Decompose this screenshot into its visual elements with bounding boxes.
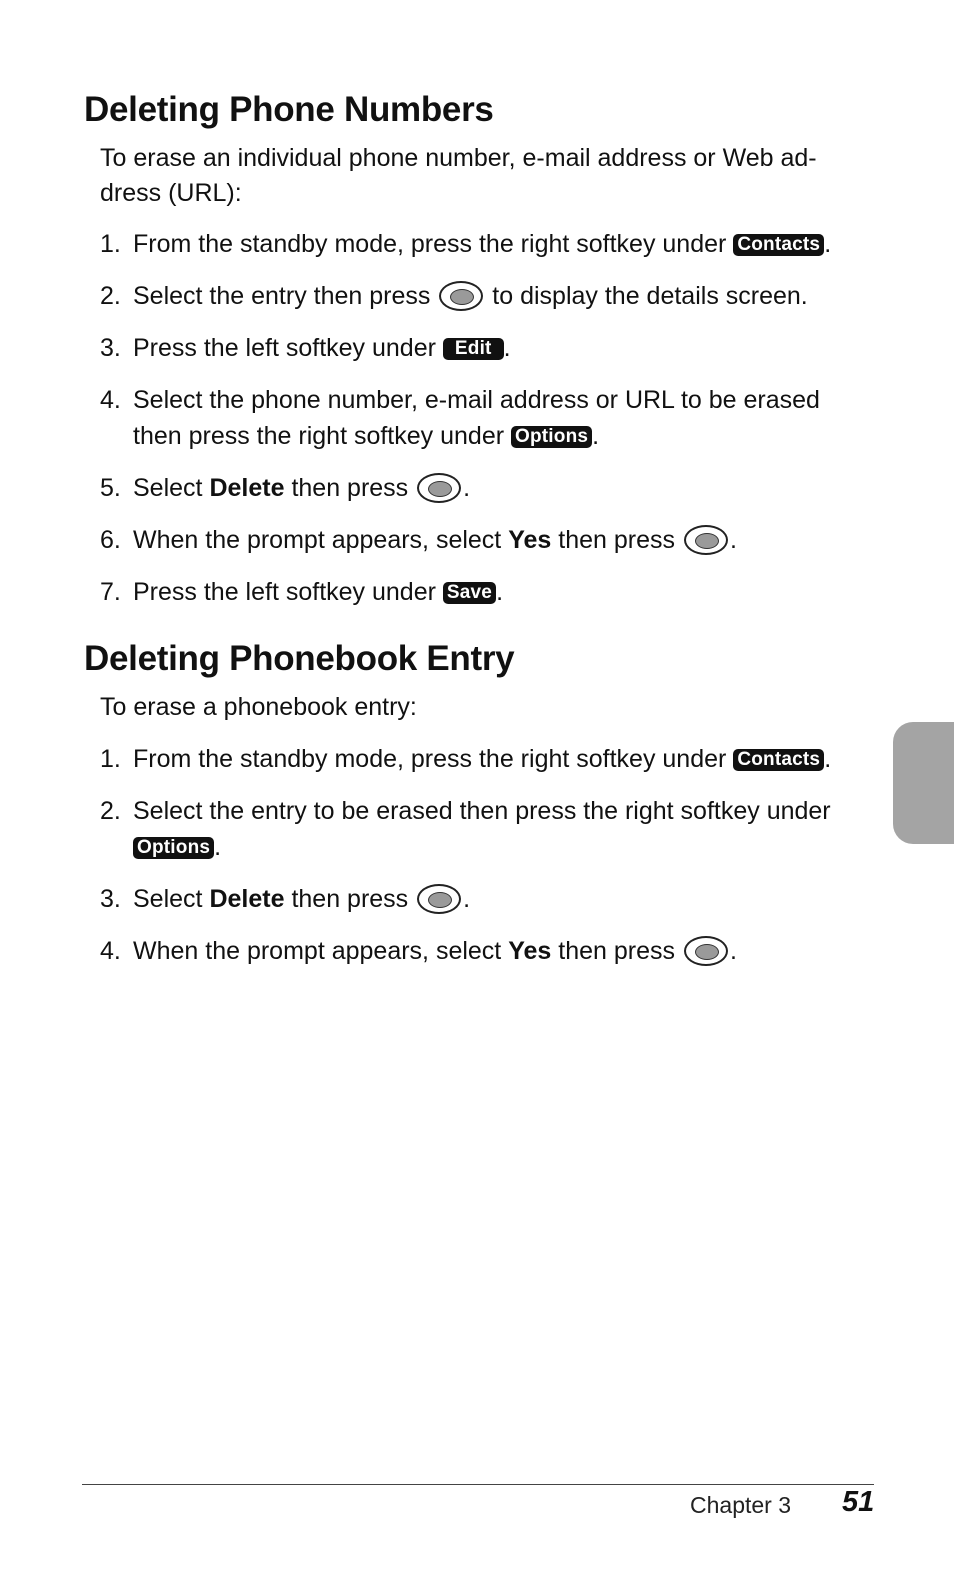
step-text: Select bbox=[133, 474, 203, 502]
step-number: 3. bbox=[100, 334, 121, 362]
footer-rule bbox=[82, 1484, 874, 1485]
section-title-deleting-phonebook-entry: Deleting Phonebook Entry bbox=[84, 639, 515, 678]
softkey-label-edit: Edit bbox=[443, 338, 504, 360]
step-text: then press bbox=[291, 885, 409, 913]
softkey-label-save: Save bbox=[443, 582, 496, 604]
bold-term-yes: Yes bbox=[508, 526, 552, 554]
list-item bbox=[100, 470, 870, 506]
step-number: 5. bbox=[100, 474, 121, 502]
step-number: 7. bbox=[100, 578, 121, 606]
select-button-icon bbox=[417, 884, 461, 914]
step-text: then press bbox=[291, 474, 409, 502]
step-text: From the standby mode, press the right softkey under bbox=[133, 745, 727, 773]
section-title-deleting-phone-numbers: Deleting Phone Numbers bbox=[84, 90, 494, 129]
step-number: 1. bbox=[100, 230, 121, 258]
section-intro: To erase an individual phone number, e-mail address or Web ad- dress (URL): bbox=[100, 144, 817, 207]
step-text: Press the left softkey under bbox=[133, 334, 436, 362]
step-text: Select the entry then press bbox=[133, 282, 431, 310]
step-text: From the standby mode, press the right softkey under bbox=[133, 230, 727, 258]
list-item bbox=[100, 522, 870, 558]
step-text: Press the left softkey under bbox=[133, 578, 436, 606]
step-number: 6. bbox=[100, 526, 121, 554]
section-intro: To erase a phonebook entry: bbox=[100, 693, 417, 721]
bold-term-delete: Delete bbox=[209, 474, 285, 502]
step-text: then press bbox=[558, 526, 676, 554]
step-text-end: . bbox=[214, 833, 222, 861]
step-text: Select bbox=[133, 885, 203, 913]
step-text: then press bbox=[558, 937, 676, 965]
step-text-end: . bbox=[496, 578, 504, 606]
list-item bbox=[100, 278, 870, 314]
list-item bbox=[100, 382, 870, 454]
step-text: Select the entry to be erased then press the right softkey under bbox=[133, 797, 831, 825]
step-number: 1. bbox=[100, 745, 121, 773]
list-item bbox=[100, 881, 870, 917]
list-item bbox=[100, 330, 870, 366]
step-text-end: . bbox=[463, 474, 471, 502]
step-text-end: . bbox=[503, 334, 511, 362]
footer-chapter-label: Chapter 3 bbox=[690, 1492, 792, 1518]
step-text-end: . bbox=[592, 422, 600, 450]
step-text-end: . bbox=[729, 526, 737, 554]
step-number: 2. bbox=[100, 797, 121, 825]
step-text-end: . bbox=[824, 230, 832, 258]
step-number: 3. bbox=[100, 885, 121, 913]
step-text-end: . bbox=[729, 937, 737, 965]
step-number: 4. bbox=[100, 386, 121, 414]
step-text-end: to display the details screen. bbox=[492, 282, 808, 310]
page-number: 51 bbox=[842, 1486, 875, 1518]
step-text-end: . bbox=[463, 885, 471, 913]
list-item bbox=[100, 933, 870, 969]
select-button-icon bbox=[684, 936, 728, 966]
list-item bbox=[100, 793, 870, 865]
softkey-label-contacts: Contacts bbox=[733, 749, 824, 771]
softkey-label-options: Options bbox=[133, 837, 214, 859]
step-number: 2. bbox=[100, 282, 121, 310]
list-item bbox=[100, 741, 870, 777]
step-number: 4. bbox=[100, 937, 121, 965]
step-text: Select the phone number, e-mail address or URL to be erased then press the right softkey under bbox=[133, 386, 820, 450]
bold-term-yes: Yes bbox=[508, 937, 552, 965]
softkey-label-contacts: Contacts bbox=[733, 234, 824, 256]
chapter-thumb-tab bbox=[893, 722, 954, 844]
steps-list-phonebook-entry bbox=[100, 741, 870, 985]
select-button-icon bbox=[684, 525, 728, 555]
list-item bbox=[100, 226, 870, 262]
bold-term-delete: Delete bbox=[209, 885, 285, 913]
softkey-label-options: Options bbox=[511, 426, 592, 448]
steps-list-phone-numbers bbox=[100, 226, 870, 626]
step-text: When the prompt appears, select bbox=[133, 937, 502, 965]
step-text-end: . bbox=[824, 745, 832, 773]
select-button-icon bbox=[439, 281, 483, 311]
list-item bbox=[100, 574, 870, 610]
step-text: When the prompt appears, select bbox=[133, 526, 502, 554]
select-button-icon bbox=[417, 473, 461, 503]
